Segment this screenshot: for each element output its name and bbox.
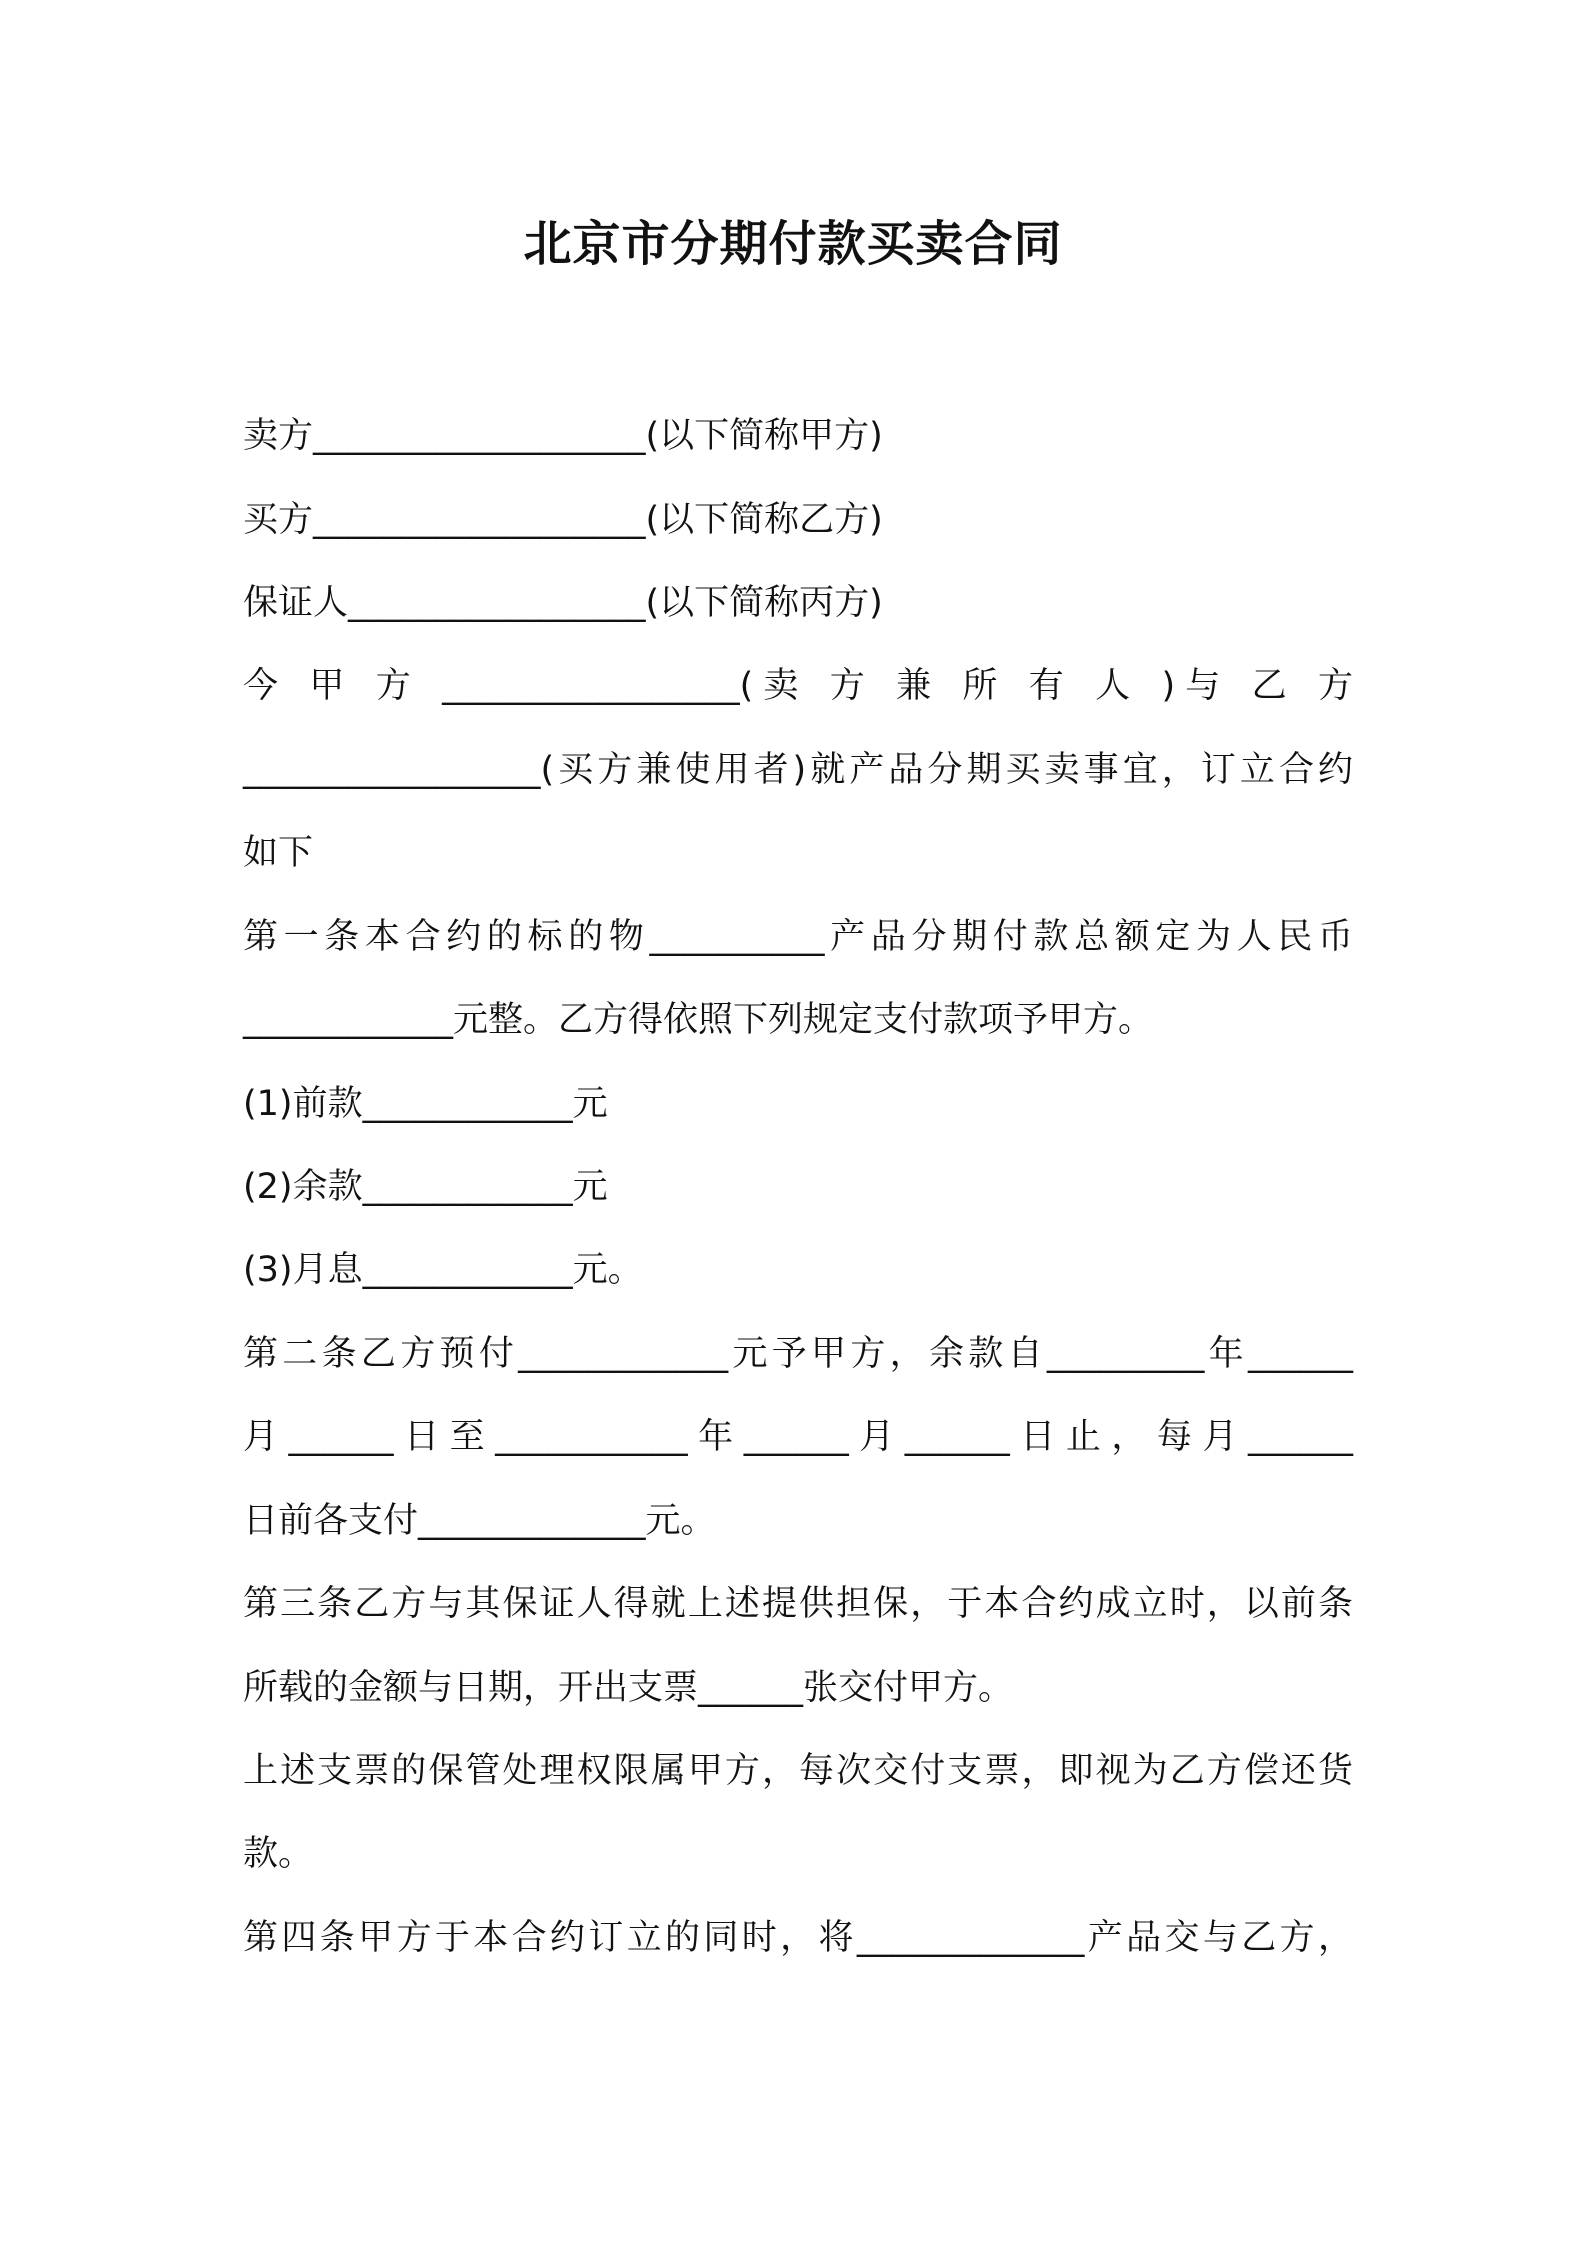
article-2-line-2: 月______日至___________年______月______日止，每月______ [243, 1417, 1353, 1457]
article-3-line-4: 款。 [243, 1834, 314, 1874]
preamble-line-2: _________________(买方兼使用者)就产品分期买卖事宜，订立合约 [243, 750, 1353, 790]
article-2-line-1: 第二条乙方预付____________元予甲方，余款自_________年______ [243, 1334, 1353, 1374]
preamble-line-1: 今 甲 方 _________________(卖 方 兼 所 有 人 )与 乙 方 [243, 666, 1353, 706]
article-1-line-2: ____________元整。乙方得依照下列规定支付款项予甲方。 [243, 1000, 1154, 1040]
buyer-line: 买方___________________(以下简称乙方) [243, 500, 883, 540]
item-down-payment: (1)前款____________元 [243, 1084, 608, 1124]
seller-line: 卖方___________________(以下简称甲方) [243, 416, 883, 456]
item-balance: (2)余款____________元 [243, 1167, 608, 1207]
article-3-line-2: 所载的金额与日期，开出支票______张交付甲方。 [243, 1668, 1014, 1708]
article-3-line-3: 上述支票的保管处理权限属甲方，每次交付支票，即视为乙方偿还货 [243, 1751, 1353, 1791]
article-2-line-3: 日前各支付_____________元。 [243, 1501, 716, 1541]
article-4-line-1: 第四条甲方于本合约订立的同时，将_____________产品交与乙方， [243, 1918, 1353, 1958]
item-monthly-interest: (3)月息____________元。 [243, 1250, 643, 1290]
document-title: 北京市分期付款买卖合同 [523, 216, 1063, 272]
guarantor-line: 保证人_________________(以下简称丙方) [243, 583, 883, 623]
preamble-line-3: 如下 [243, 833, 314, 873]
article-3-line-1: 第三条乙方与其保证人得就上述提供担保，于本合约成立时，以前条 [243, 1584, 1353, 1624]
article-1-line-1: 第一条本合约的标的物__________产品分期付款总额定为人民币 [243, 917, 1353, 957]
